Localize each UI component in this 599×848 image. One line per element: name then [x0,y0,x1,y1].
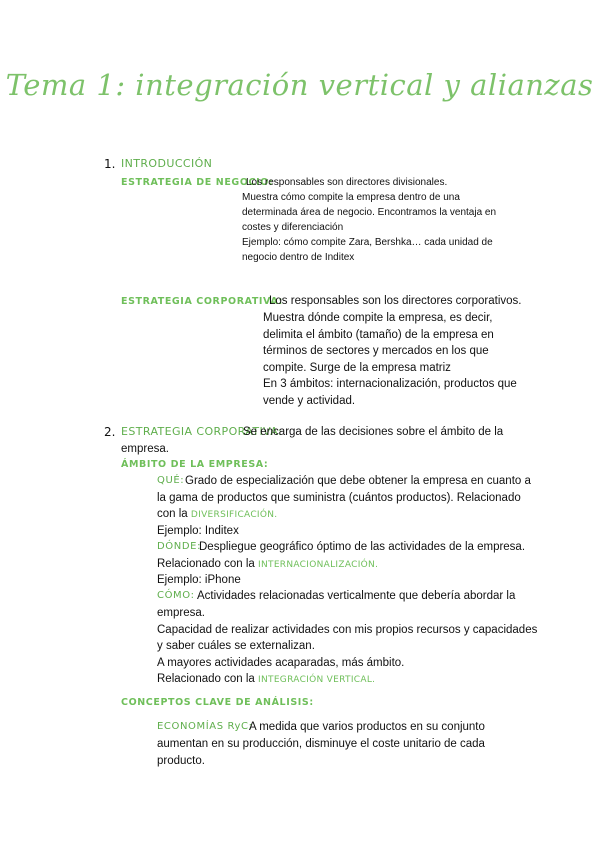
donde-example: Ejemplo: iPhone [157,574,241,586]
section-heading: INTRODUCCIÓN [121,157,213,170]
negocio-paragraph [242,190,496,265]
text-line: vende y actividad. [263,394,356,407]
corporativa-label: ESTRATEGIA CORPORATIVA: [121,296,283,307]
text-line: determinada área de negocio. Encontramos la ventaja en [242,207,497,218]
corporativa-paragraph [263,310,517,410]
section-heading: ESTRATEGIA CORPORATIVA: [121,425,283,438]
internacionalizacion-highlight: INTERNACIONALIZACIÓN. [258,560,379,570]
economias-paragraph [157,736,485,769]
que-label: QUÉ: [157,475,185,486]
que-text-line [157,506,277,524]
text-line: Muestra cómo compite la empresa dentro de una [242,192,460,203]
section-number: 2. [104,425,116,439]
text-line: Muestra dónde compite la empresa, es decir, [263,312,493,324]
text-fragment: Relacionado con la [157,558,255,570]
que-example: Ejemplo: Inditex [157,525,239,537]
text-line: aumentan en su producción, disminuye el coste unitario de cada [157,738,485,750]
text-fragment: con la [157,508,188,520]
section-intro-line: empresa. [121,443,169,455]
text-line: compite. Surge de la empresa matriz [263,361,451,374]
que-text: Grado de especialización que debe obtener la empresa en cuanto a [185,475,531,487]
text-fragment: Relacionado con la [157,673,255,685]
negocio-first-line: Los responsables son directores divisionales. [246,177,448,188]
como-text: Actividades relacionadas verticalmente que debería abordar la [197,590,516,602]
como-text-line [157,671,375,689]
text-line: Capacidad de realizar actividades con mis propios recursos y capacidades [157,623,538,636]
ambito-label: ÁMBITO DE LA EMPRESA: [121,459,269,470]
integracion-vertical-highlight: INTEGRACIÓN VERTICAL. [258,675,376,685]
page-title: Tema 1: integración vertical y alianzas [5,68,594,102]
corporativa-first-line: Los responsables son los directores corporativos. [269,295,522,307]
section-intro-line: Se encarga de las decisiones sobre el ámbito de la [243,426,504,438]
como-paragraph [157,605,537,671]
economias-label: ECONOMÍAS RyC: [157,721,253,732]
text-line: y saber cuáles se externalizan. [157,640,315,653]
donde-text-line [157,556,378,574]
economias-text: A medida que varios productos en su conjunto [249,721,485,733]
text-line: términos de sectores y mercados en los que [263,345,489,358]
que-text-line: la gama de productos que suministra (cuántos productos). Relacionado [157,492,521,504]
text-line: empresa. [157,607,205,619]
diversificacion-highlight: DIVERSIFICACIÓN. [190,510,278,520]
donde-text: Despliegue geográfico óptimo de las actividades de la empresa. [199,541,526,553]
text-line: Ejemplo: cómo compite Zara, Bershka… cada unidad de [242,237,493,248]
donde-label: DÓNDE: [157,541,202,552]
text-line: delimita el ámbito (tamaño) de la empresa en [263,328,494,341]
text-line: A mayores actividades acaparadas, más ámbito. [157,656,405,669]
text-line: negocio dentro de Inditex [242,252,355,263]
como-label: CÓMO: [157,590,195,601]
conceptos-label: CONCEPTOS CLAVE DE ANÁLISIS: [121,697,314,708]
section-number: 1. [104,157,116,171]
text-line: producto. [157,754,205,767]
negocio-label: ESTRATEGIA DE NEGOCIO: [121,177,274,188]
text-line: En 3 ámbitos: internacionalización, productos que [263,378,517,391]
text-line: costes y diferenciación [242,222,344,233]
